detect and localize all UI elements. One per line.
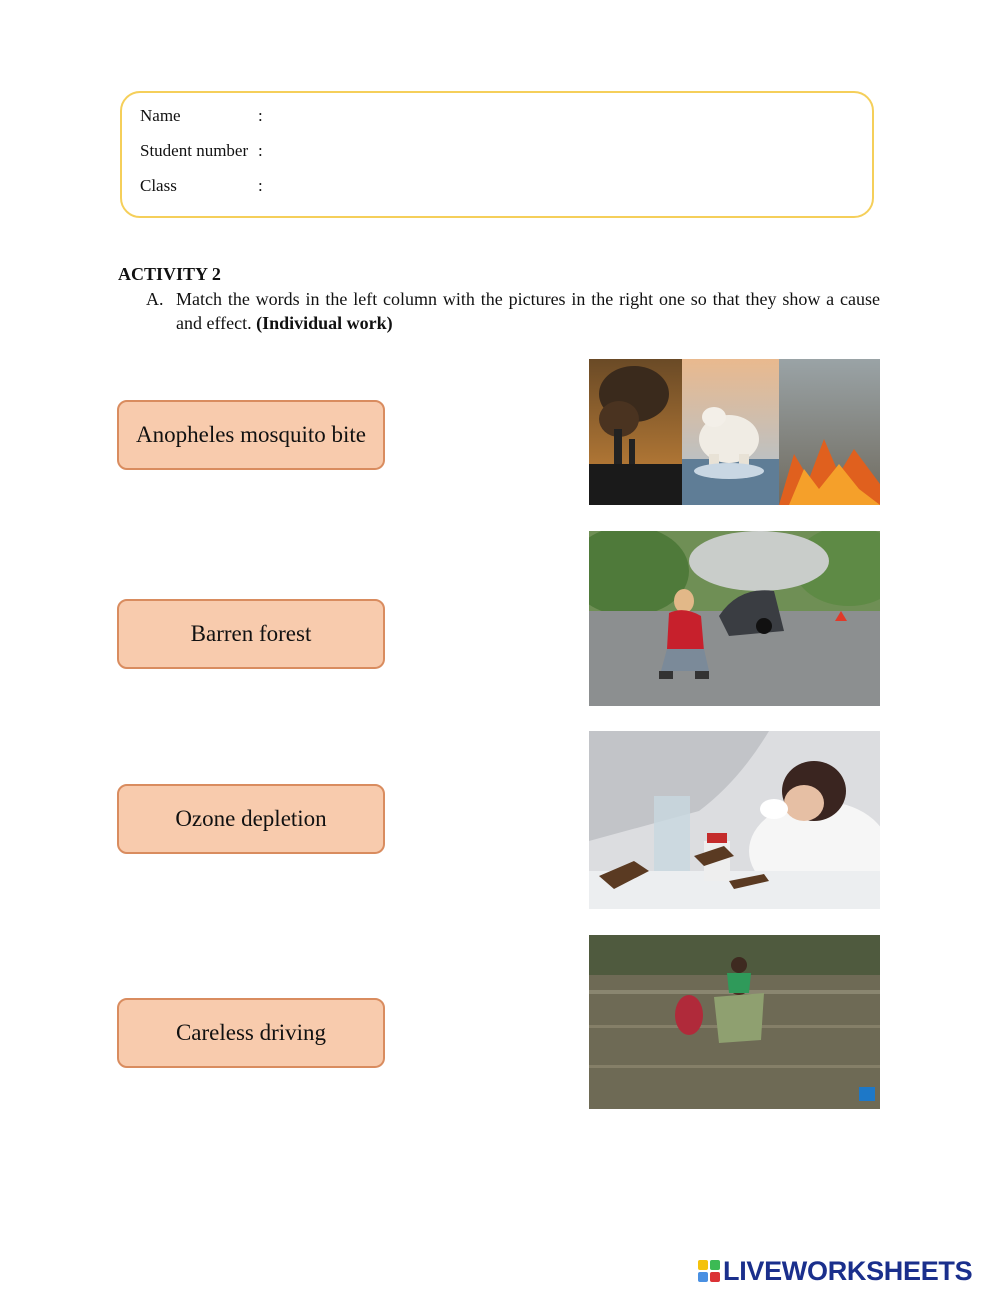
name-label: Name <box>140 106 181 125</box>
logo-blocks-icon <box>698 1260 720 1282</box>
name-field-row <box>140 106 263 126</box>
student-info-box <box>120 91 874 218</box>
activity-heading: ACTIVITY 2 <box>118 264 221 284</box>
word-box-mosquito-bite[interactable]: Anopheles mosquito bite <box>117 400 385 470</box>
class-colon: : <box>258 176 263 195</box>
flood-image <box>589 935 880 1109</box>
picture-pollution-polarbear-wildfire[interactable] <box>589 359 880 505</box>
word-box-ozone-depletion[interactable]: Ozone depletion <box>117 784 385 854</box>
student-number-colon: : <box>258 141 263 160</box>
sick-woman-mosquitoes-image <box>589 731 880 909</box>
word-box-careless-driving[interactable]: Careless driving <box>117 998 385 1068</box>
name-colon: : <box>258 106 263 125</box>
word-box-barren-forest[interactable]: Barren forest <box>117 599 385 669</box>
car-accident-image <box>589 531 880 706</box>
class-label: Class <box>140 176 177 195</box>
instruction-text: Match the words in the left column with the pictures in the right one so that they show a cause and effect. <box>176 289 880 333</box>
pollution-polarbear-wildfire-image <box>589 359 880 505</box>
logo-text: LIVEWORKSHEETS <box>723 1255 973 1286</box>
activity-instruction <box>146 287 880 335</box>
student-number-label: Student number <box>140 141 249 160</box>
class-field-row <box>140 176 263 196</box>
picture-flood[interactable] <box>589 935 880 1109</box>
picture-car-accident[interactable] <box>589 531 880 706</box>
instruction-letter: A. <box>146 289 164 309</box>
picture-sick-woman-mosquitoes[interactable] <box>589 731 880 909</box>
instruction-bold: (Individual work) <box>256 313 393 333</box>
student-number-field-row <box>140 141 263 161</box>
liveworksheets-logo <box>698 1254 972 1288</box>
